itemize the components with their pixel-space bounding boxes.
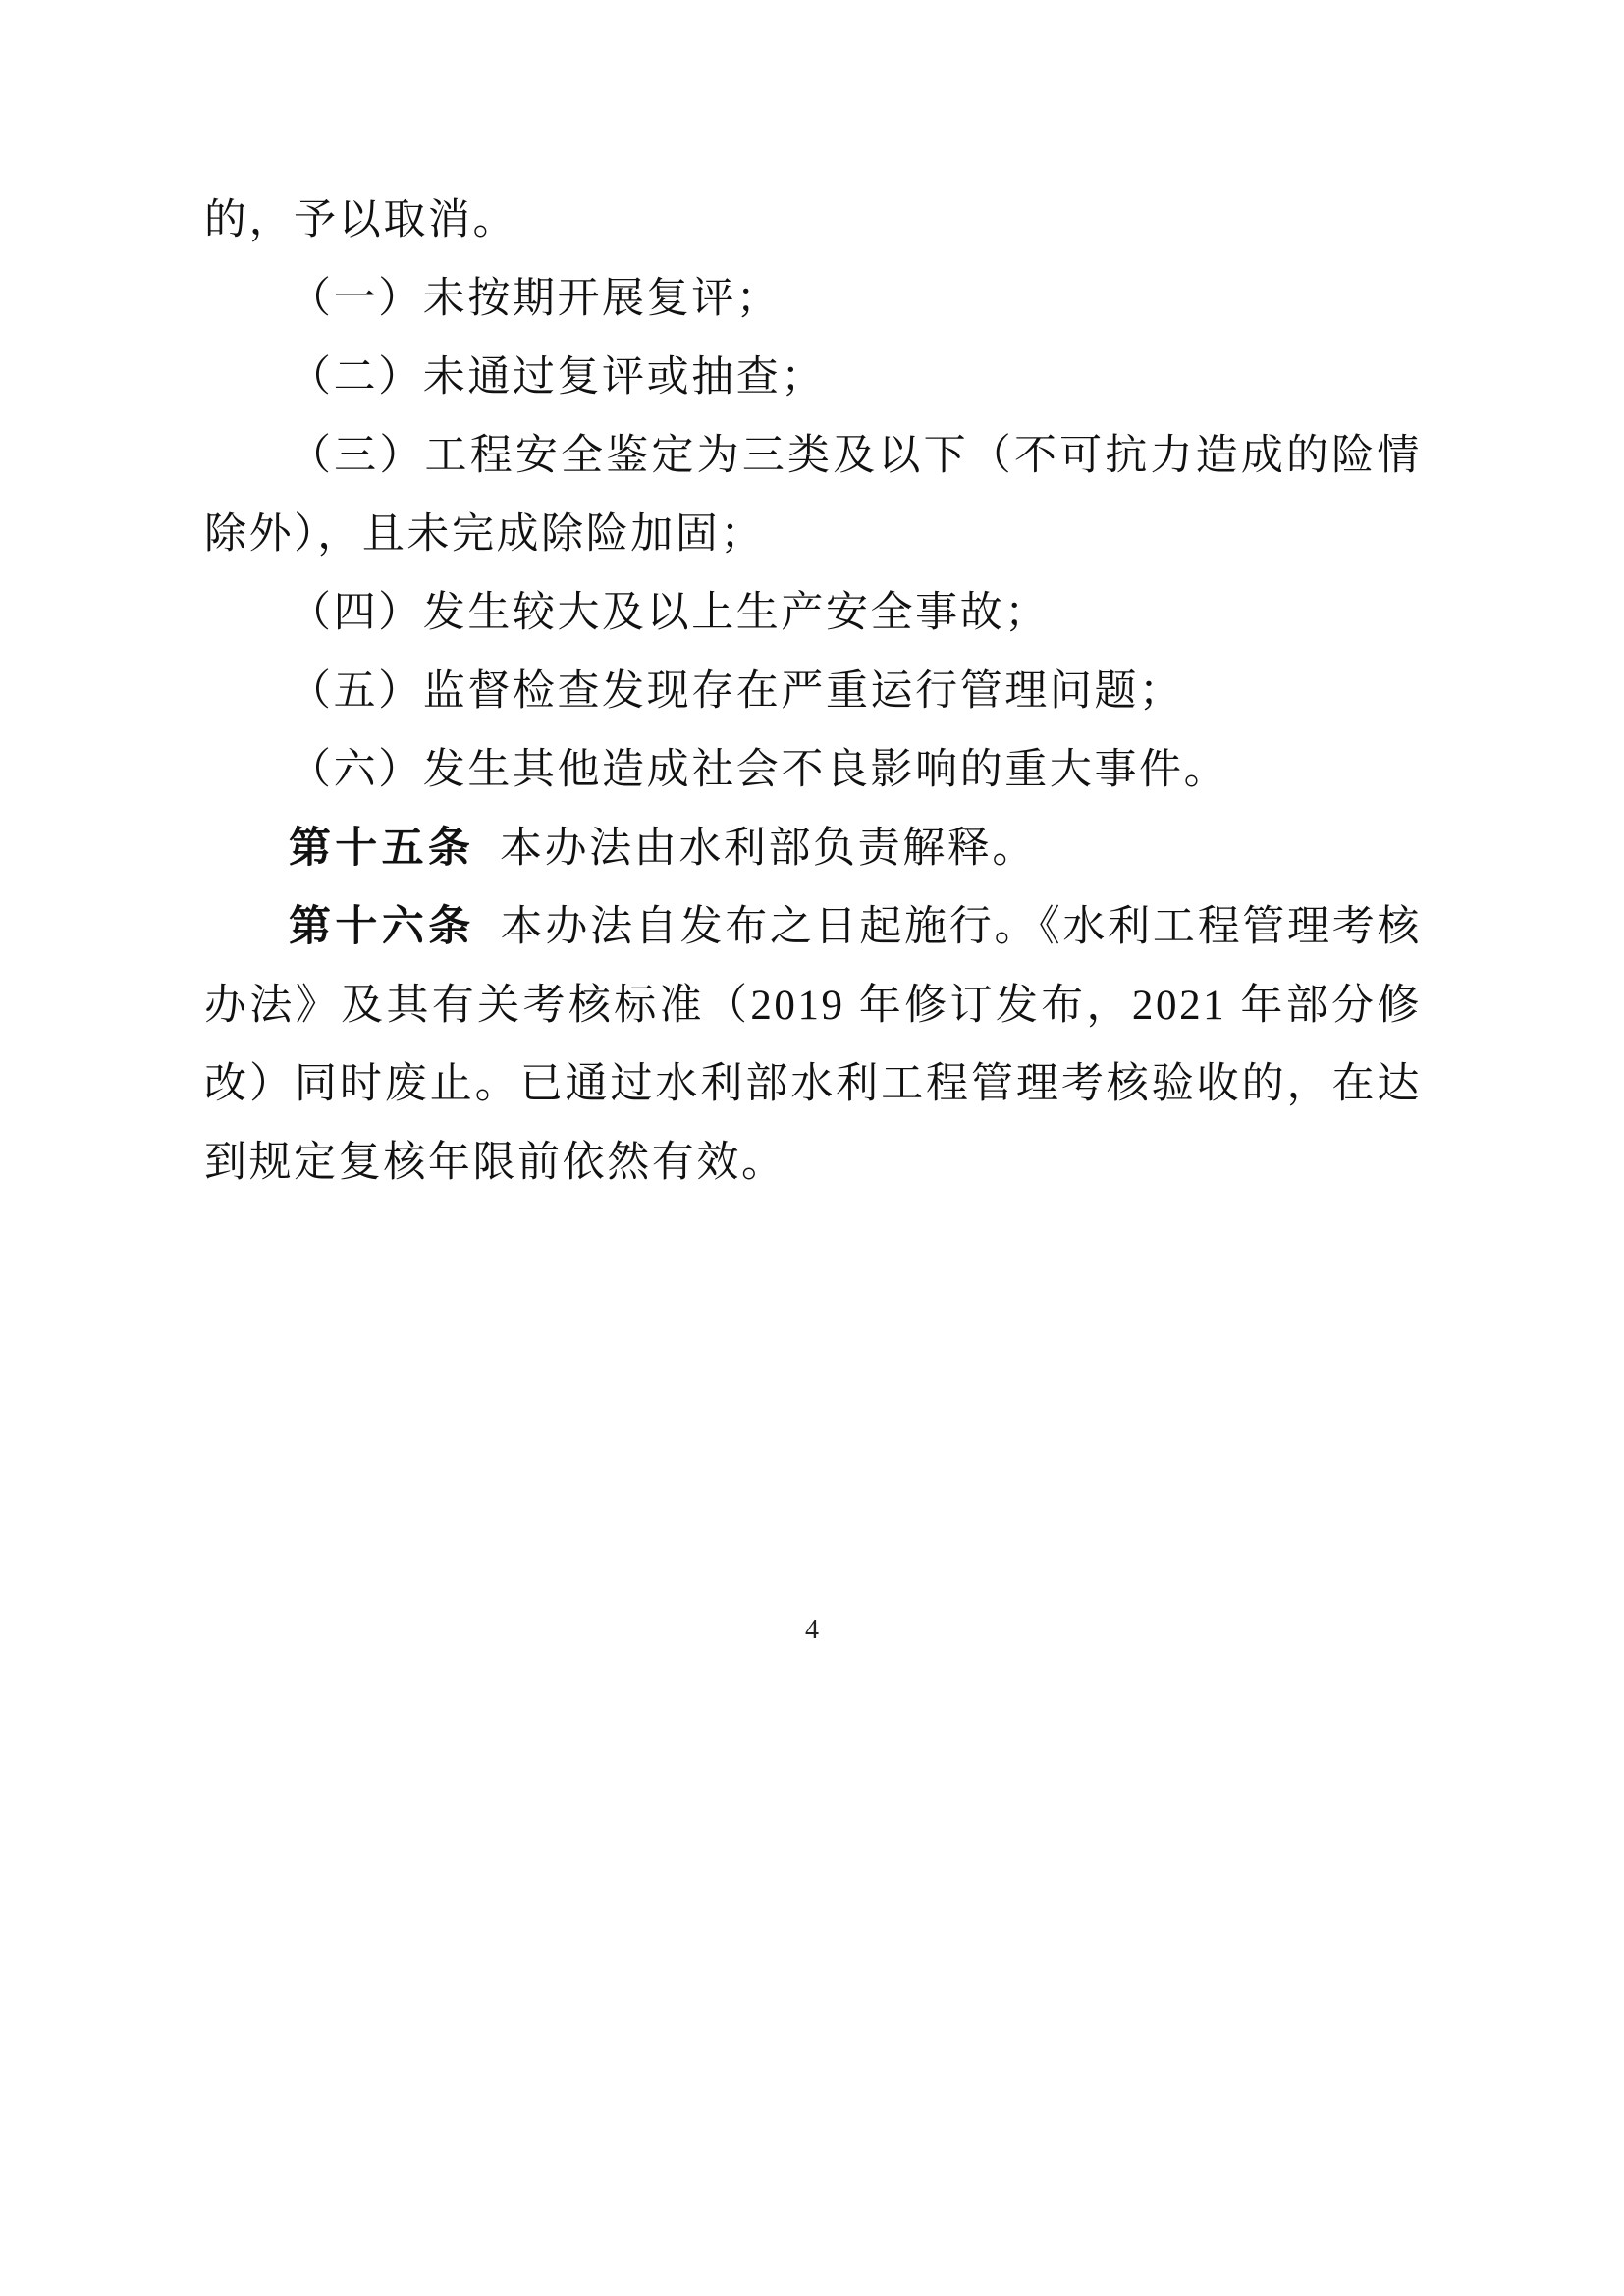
article-label: 第十五条 <box>289 826 475 872</box>
list-item: （五）监督检查发现存在严重运行管理问题； <box>289 668 1184 715</box>
article-label: 第十六条 <box>289 904 475 950</box>
article-paragraph <box>204 888 1422 1202</box>
document-body <box>204 182 1422 1202</box>
article-text: 本办法由水利部负责解释。 <box>500 826 1037 872</box>
list-item: （四）发生较大及以上生产安全事故； <box>289 590 1050 636</box>
lead-paragraph: 的，予以取消。 <box>204 197 518 243</box>
list-item: （一）未按期开展复评； <box>289 276 782 322</box>
list-item: （二）未通过复评或抽查； <box>289 354 826 400</box>
page-number: 4 <box>805 1615 819 1645</box>
list-item: （三）工程安全鉴定为三类及以下（不可抗力造成的险情除外），且未完成除险加固； <box>204 433 1422 558</box>
list-item: （六）发生其他造成社会不良影响的重大事件。 <box>289 747 1229 793</box>
article-paragraph <box>204 810 1422 888</box>
article-text: 本办法自发布之日起施行。《水利工程管理考核办法》及其有关考核标准（2019 年修订发布，2021 年部分修改）同时废止。已通过水利部水利工程管理考核验收的，在达到规定复核年限前依然有效。 <box>204 904 1422 1186</box>
